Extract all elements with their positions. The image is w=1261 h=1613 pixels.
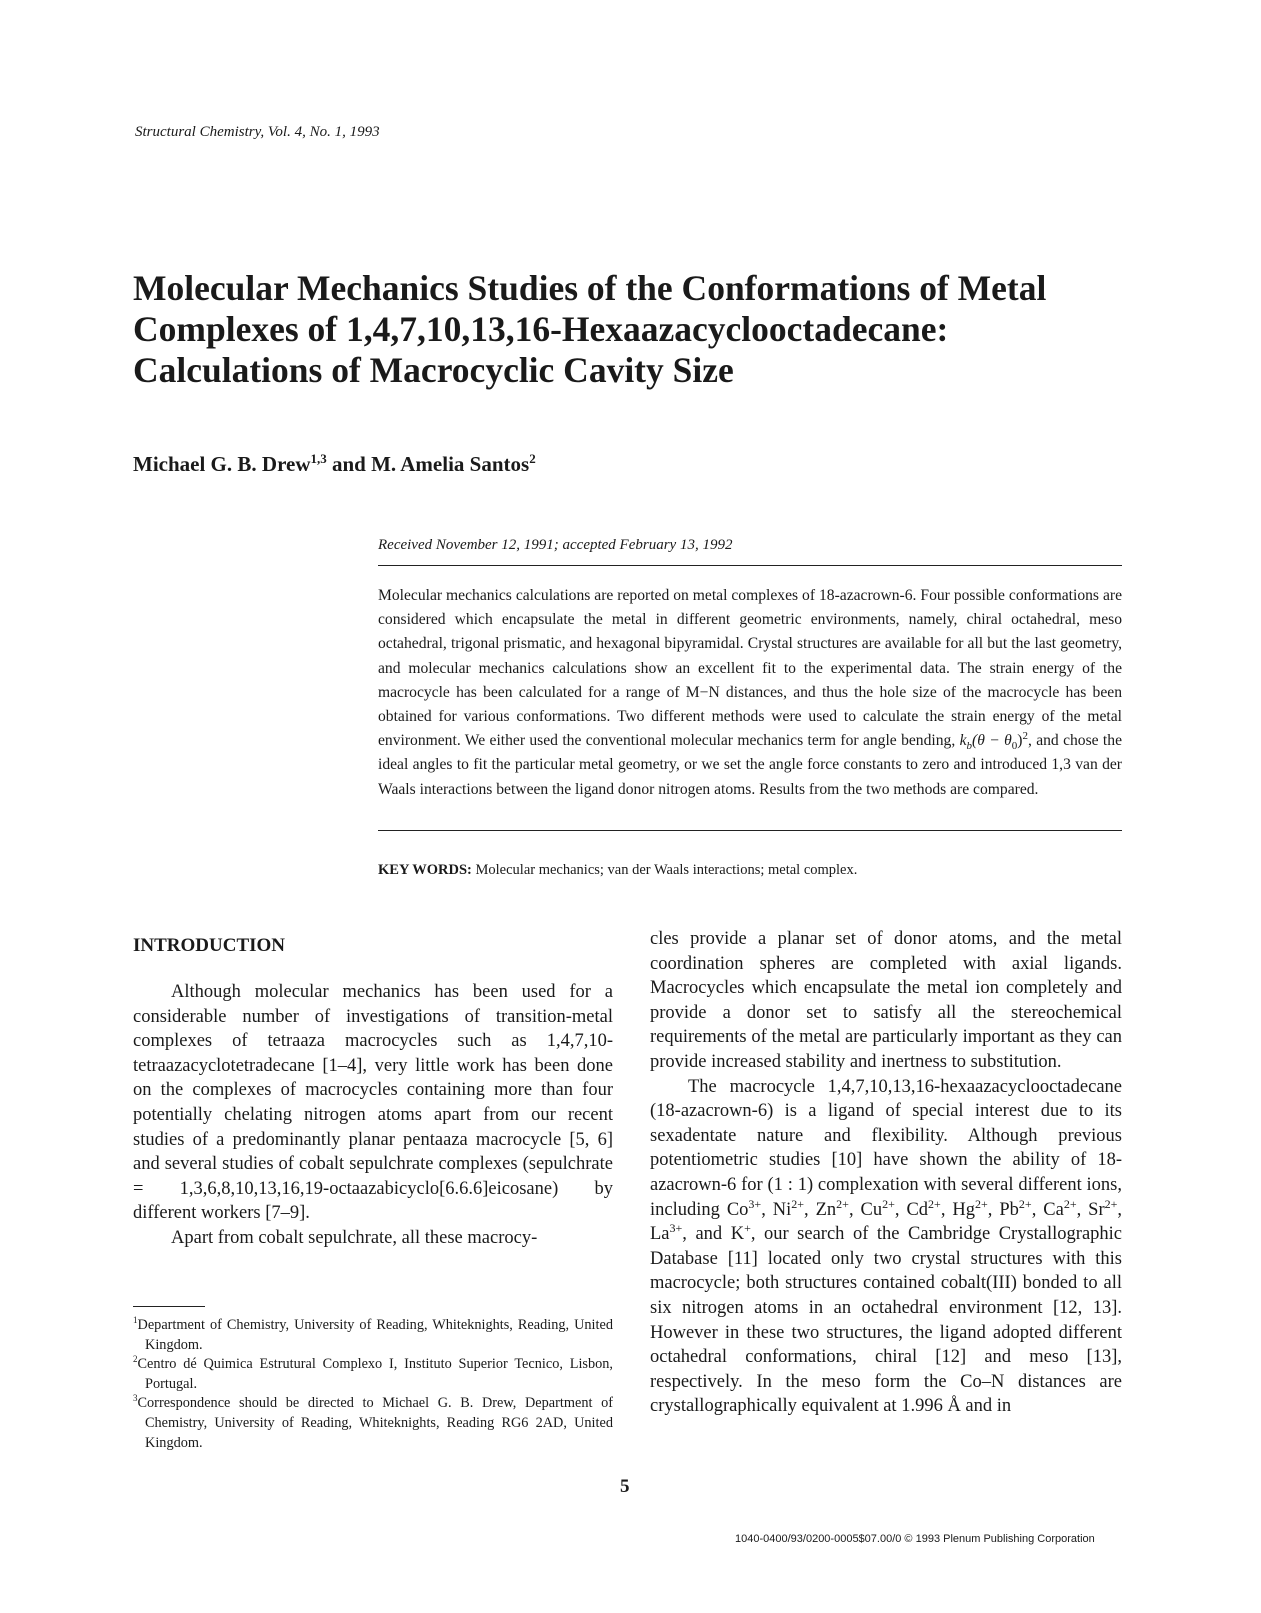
ion-charge: 3+ bbox=[669, 1220, 683, 1235]
ion-element: Ni bbox=[772, 1199, 792, 1220]
abstract-text-a: Molecular mechanics calculations are reported on metal complexes of 18-azacrown-6. Four possible conformations are considered which encapsulate the metal in different geometric environments, namely, chiral octahedral, meso octahedral, trigonal prismatic, and hexagonal bipyramidal. Crystal structures are available for all but the last geometry, and molecular mechanics calculations show an excellent fit to the experimental data. The strain energy of the macrocycle has been calculated for a range of M−N distances, and thus the hole size of the macrocycle has been obtained for various conformations. Two different methods were used to calculate the strain energy of the metal environment. We either used the conventional molecular mechanics term for angle bending, bbox=[378, 587, 1122, 750]
footnotes bbox=[133, 1316, 613, 1453]
footnote-2-text: Centro dé Quimica Estrutural Complexo I, Instituto Superior Tecnico, Lisbon, Portugal. bbox=[137, 1356, 613, 1392]
formula-close: ) bbox=[1017, 732, 1023, 750]
ion-charge: 2+ bbox=[791, 1196, 805, 1211]
footnote-3-text: Correspondence should be directed to Michael G. B. Drew, Department of Chemistry, University of Reading, Whiteknights, Reading RG6 2AD, United Kingdom. bbox=[137, 1395, 613, 1451]
formula-theta-sub: 0 bbox=[1011, 740, 1018, 753]
footnote-rule bbox=[133, 1306, 205, 1307]
intro-paragraph-2: Apart from cobalt sepulchrate, all these macrocy- bbox=[171, 1227, 538, 1248]
and-word: and bbox=[332, 452, 366, 476]
ion-charge: 2+ bbox=[882, 1196, 895, 1211]
left-column bbox=[133, 980, 613, 1251]
right-column bbox=[650, 927, 1122, 1419]
ion-element: Co bbox=[726, 1199, 749, 1220]
ion bbox=[999, 1196, 1032, 1220]
intro-paragraph-4-b: , our search of the Cambridge Crystallographic Database [11] located only two crystal structures with this macrocycle; both structures contained cobalt(III) bonded to all six nitrogen atoms in an octahedral environment [12, 13]. However in these two structures, the ligand adopted different octahedral conformations, chiral [12] and meso [13], respectively. In the meso form the Co–N distances are crystallographically equivalent at 1.996 Å and in bbox=[650, 1224, 1123, 1417]
ion-charge: 3+ bbox=[748, 1196, 762, 1211]
title-line-2: Complexes of 1,4,7,10,13,16-Hexaazacyclooctadecane: bbox=[133, 309, 949, 349]
received-dates: Received November 12, 1991; accepted February 13, 1992 bbox=[378, 537, 733, 553]
section-heading-introduction: INTRODUCTION bbox=[133, 935, 286, 956]
journal-citation: Structural Chemistry, Vol. 4, No. 1, 1993 bbox=[135, 124, 380, 140]
ion bbox=[906, 1196, 941, 1220]
ion-charge: 2+ bbox=[836, 1196, 849, 1211]
ion-charge: 2+ bbox=[1104, 1196, 1118, 1211]
ion bbox=[772, 1196, 805, 1220]
ion-charge: 2+ bbox=[928, 1196, 941, 1211]
title-line-3: Calculations of Macrocyclic Cavity Size bbox=[133, 350, 734, 390]
page-number: 5 bbox=[620, 1476, 630, 1497]
author-2-affiliation: 2 bbox=[529, 451, 536, 466]
ion bbox=[815, 1196, 849, 1220]
ion bbox=[860, 1196, 895, 1220]
ion-element: Cu bbox=[860, 1199, 883, 1220]
author-1-affiliation: 1,3 bbox=[310, 451, 327, 466]
authors bbox=[133, 452, 536, 477]
ion bbox=[730, 1220, 751, 1245]
title-line-1: Molecular Mechanics Studies of the Conformations of Metal bbox=[133, 268, 1047, 308]
keywords-label: KEY WORDS: bbox=[378, 862, 472, 878]
intro-paragraph-3: cles provide a planar set of donor atoms, and the metal coordination spheres are completed with axial ligands. Macrocycles which encapsulate the metal ion completely and provide a donor set to satisfy all the stereochemical requirements of the metal are particularly important as they can provide increased stability and inertness to substitution. bbox=[650, 929, 1122, 1072]
intro-paragraph-1: Although molecular mechanics has been used for a considerable number of investigations of transition-metal complexes of tetraaza macrocycles such as 1,4,7,10-tetraazacyclotetradecane [1–4], very little work has been done on the complexes of macrocycles containing more than four potentially chelating nitrogen atoms apart from our recent studies of a predominantly planar pentaaza macrocycle [5, 6] and several studies of cobalt sepulchrate complexes (sepulchrate = 1,3,6,8,10,13,16,19-octaazabicyclo[6.6.6]eicosane) by different workers [7–9]. bbox=[133, 982, 613, 1224]
abstract-top-rule bbox=[378, 565, 1122, 566]
keywords bbox=[378, 862, 857, 879]
footnote-2 bbox=[133, 1355, 613, 1394]
ion bbox=[726, 1196, 762, 1220]
footnote-1-text: Department of Chemistry, University of Reading, Whiteknights, Reading, United Kingdom. bbox=[137, 1317, 613, 1353]
ion bbox=[1088, 1196, 1118, 1220]
formula-k: k bbox=[959, 732, 967, 750]
abstract bbox=[378, 584, 1122, 802]
ion-element: Hg bbox=[952, 1199, 976, 1220]
intro-paragraph-4-a: The macrocycle 1,4,7,10,13,16-hexaazacyclooctadecane (18-azacrown-6) is a ligand of special interest due to its sexadentate nature and flexibility. Although previous potentiometric studies [10] have shown the ability of 18-azacrown-6 for (1 : 1) complexation with several different ions, including bbox=[650, 1076, 1122, 1220]
abstract-bottom-rule bbox=[378, 830, 1122, 831]
ion bbox=[1043, 1196, 1077, 1220]
keywords-text: Molecular mechanics; van der Waals interactions; metal complex. bbox=[475, 862, 858, 878]
ion-charge: 2+ bbox=[1063, 1196, 1077, 1211]
ion-charge: 2+ bbox=[975, 1196, 988, 1211]
ion-charge: 2+ bbox=[1018, 1196, 1032, 1211]
ion-element: Sr bbox=[1088, 1199, 1105, 1220]
ion-element: Ca bbox=[1043, 1199, 1064, 1220]
formula-sup: 2 bbox=[1022, 730, 1028, 743]
footnote-1 bbox=[133, 1316, 613, 1355]
copyright-line: 1040-0400/93/0200-0005$07.00/0 © 1993 Plenum Publishing Corporation bbox=[735, 1533, 1095, 1545]
footnote-2-marker: 2 bbox=[133, 1354, 138, 1365]
ion bbox=[952, 1196, 988, 1220]
footnote-3 bbox=[133, 1394, 613, 1453]
formula-k-sub: b bbox=[966, 740, 972, 753]
formula-theta: (θ − θ bbox=[972, 732, 1012, 750]
ion-element: Pb bbox=[999, 1199, 1019, 1220]
footnote-3-marker: 3 bbox=[133, 1393, 138, 1404]
author-1: Michael G. B. Drew bbox=[133, 452, 311, 476]
ion bbox=[650, 1220, 683, 1245]
abstract-text-b: , and chose the ideal angles to fit the particular metal geometry, or we set the angle force constants to zero and introduced 1,3 van der Waals interactions between the ligand donor nitrogen atoms. Results from the two methods are compared. bbox=[378, 732, 1122, 798]
footnote-1-marker: 1 bbox=[133, 1315, 138, 1326]
ion-element: La bbox=[650, 1224, 670, 1245]
ion-charge: + bbox=[744, 1220, 751, 1235]
ion-element: K bbox=[730, 1224, 745, 1245]
ion-element: Cd bbox=[906, 1199, 929, 1220]
author-2: M. Amelia Santos bbox=[371, 452, 530, 476]
intro-paragraph-4 bbox=[650, 1075, 1122, 1419]
article-title bbox=[133, 268, 1133, 391]
ion-element: Zn bbox=[815, 1199, 837, 1220]
and-word: and bbox=[695, 1224, 723, 1245]
ion-list: $Co^{3+}$, $Ni^{2+}$, $Zn^{2+}$, $Cu^{2+}$, $Cd^{2+}$, $Hg^{2+}$, $Pb^{2+}$, $Ca^{2+}$, $Sr^{2+}$, $La^{3+}$, and K+ bbox=[650, 1196, 1123, 1245]
